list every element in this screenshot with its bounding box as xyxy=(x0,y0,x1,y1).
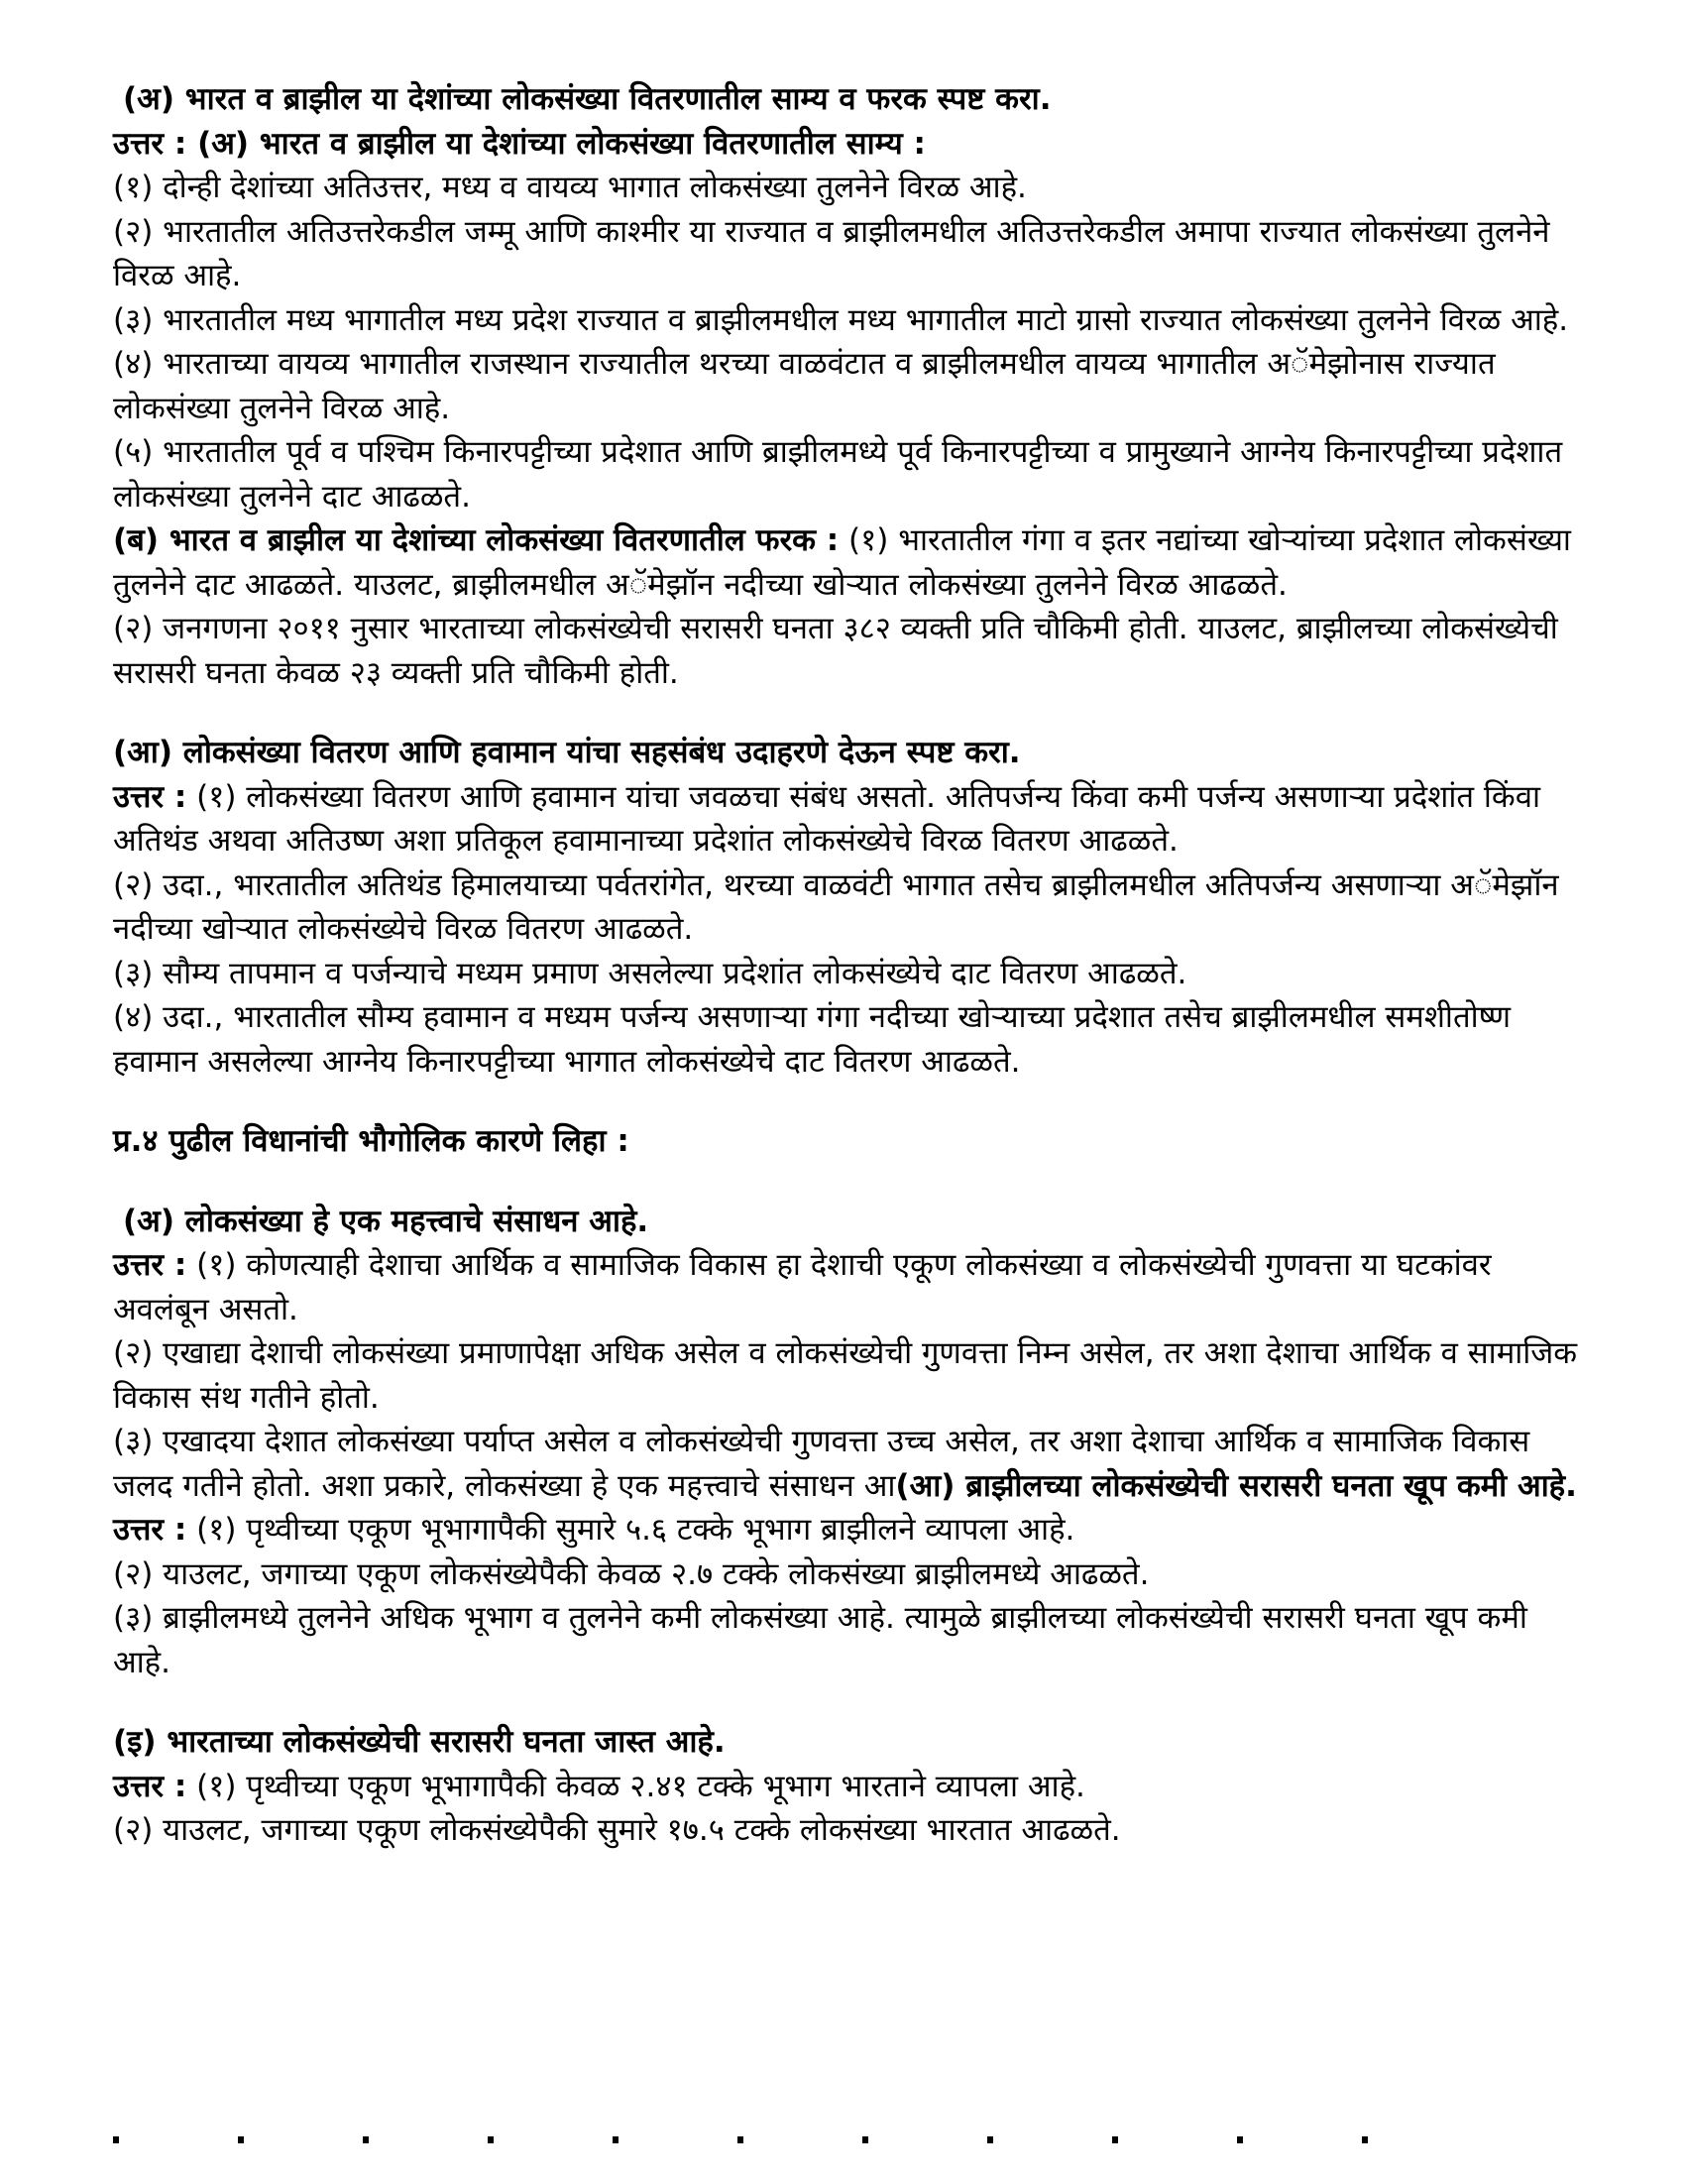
answer-label: उत्तर : xyxy=(113,1768,187,1804)
answer-point: (४) भारताच्या वायव्य भागातील राजस्थान राज्यातील थरच्या वाळवंटात व ब्राझीलमधील वायव्य भागातील अॅमेझोनास राज्यात लोकसंख्या तुलनेने विरळ आहे. xyxy=(113,346,1496,426)
answer-point: (३) भारतातील मध्य भागातील मध्य प्रदेश राज्यात व ब्राझीलमधील मध्य भागातील माटो ग्रासो राज्यात लोकसंख्या तुलनेने विरळ आहे. xyxy=(113,301,1569,338)
question-heading: (अ) भारत व ब्राझील या देशांच्या लोकसंख्या वितरणातील साम्य व फरक स्पष्ट करा. xyxy=(123,81,1052,117)
question-heading: (इ) भारताच्या लोकसंख्येची सरासरी घनता जास्त आहे. xyxy=(113,1724,726,1760)
answer-paragraph xyxy=(113,1508,1590,1552)
answer-paragraph xyxy=(113,775,1590,863)
section-population-resource xyxy=(113,1200,1590,1509)
question-heading: (आ) लोकसंख्या वितरण आणि हवामान यांचा सहसंबंध उदाहरणे देऊन स्पष्ट करा. xyxy=(113,735,1021,770)
answer-point: (२) जनगणना २०११ नुसार भारताच्या लोकसंख्येची सरासरी घनता ३८२ व्यक्ती प्रति चौकिमी होती. याउलट, ब्राझीलच्या लोकसंख्येची सरासरी घनता केवळ २३ व्यक्ती प्रति चौकिमी होती. xyxy=(113,611,1558,691)
answer-label: उत्तर : xyxy=(113,778,187,815)
answer-point: (१) दोन्ही देशांच्या अतिउत्तर, मध्य व वायव्य भागात लोकसंख्या तुलनेने विरळ आहे. xyxy=(113,170,1027,205)
answer-point: (२) एखाद्या देशाची लोकसंख्या प्रमाणापेक्षा अधिक असेल व लोकसंख्येची गुणवत्ता निम्न असेल, तर अशा देशाचा आर्थिक व सामाजिक विकास संथ गतीने होतो. xyxy=(113,1335,1578,1416)
answer-point: (२) याउलट, जगाच्या एकूण लोकसंख्येपैकी सुमारे १७.५ टक्के लोकसंख्या भारतात आढळते. xyxy=(113,1812,1121,1848)
answer-point: (१) पृथ्वीच्या एकूण भूभागापैकी सुमारे ५.६ टक्के भूभाग ब्राझीलने व्यापला आहे. xyxy=(186,1512,1075,1548)
difference-heading: (ब) भारत व ब्राझील या देशांच्या लोकसंख्या वितरणातील फरक : xyxy=(113,522,840,558)
difference-paragraph xyxy=(113,518,1590,607)
question-4-heading: प्र.४ पुढील विधानांची भौगोलिक कारणे लिहा : xyxy=(113,1123,629,1159)
answer-point: (१) कोणत्याही देशाचा आर्थिक व सामाजिक विकास हा देशाची एकूण लोकसंख्या व लोकसंख्येची गुणवत्ता या घटकांवर अवलंबून असतो. xyxy=(113,1247,1492,1327)
section-population-climate xyxy=(113,731,1590,1084)
question-heading-inline: (आ) ब्राझीलच्या लोकसंख्येची सरासरी घनता खूप कमी आहे. xyxy=(895,1467,1577,1504)
answer-point: (२) याउलट, जगाच्या एकूण लोकसंख्येपैकी केवळ २.७ टक्के लोकसंख्या ब्राझीलमध्ये आढळते. xyxy=(113,1555,1150,1592)
difference-point: (१) भारतातील गंगा व इतर नद्यांच्या खोऱ्यांच्या प्रदेशात लोकसंख्या तुलनेने दाट आढळते. याउलट, ब्राझीलमधील अॅमेझॉन नदीच्या खोऱ्यात लोकसंख्या तुलनेने विरळ आढळते. xyxy=(113,522,1571,603)
answer-heading xyxy=(113,122,1590,167)
answer-point: (५) भारतातील पूर्व व पश्चिम किनारपट्टीच्या प्रदेशात आणि ब्राझीलमध्ये पूर्व किनारपट्टीच्या व प्रामुख्याने आग्नेय किनारपट्टीच्या प्रदेशात लोकसंख्या तुलनेने दाट आढळते. xyxy=(113,434,1563,515)
answer-paragraph xyxy=(113,1765,1590,1809)
cut-off-text-line xyxy=(113,2131,1501,2143)
answer-point xyxy=(113,1420,1590,1508)
answer-point: (३) सौम्य तापमान व पर्जन्याचे मध्यम प्रमाण असलेल्या प्रदेशांत लोकसंख्येचे दाट वितरण आढळते. xyxy=(113,955,1187,991)
answer-subheading: (अ) भारत व ब्राझील या देशांच्या लोकसंख्या वितरणातील साम्य : xyxy=(197,125,926,162)
section-brazil-density xyxy=(113,1508,1590,1684)
section-india-density xyxy=(113,1720,1590,1853)
answer-point: (३) ब्राझीलमध्ये तुलनेने अधिक भूभाग व तुलनेने कमी लोकसंख्या आहे. त्यामुळे ब्राझीलच्या लोकसंख्येची सरासरी घनता खूप कमी आहे. xyxy=(113,1600,1527,1680)
answer-paragraph xyxy=(113,1243,1590,1331)
question-heading: (अ) लोकसंख्या हे एक महत्त्वाचे संसाधन आहे. xyxy=(123,1203,649,1239)
answer-label: उत्तर : xyxy=(113,1512,187,1548)
answer-point: (१) पृथ्वीच्या एकूण भूभागापैकी केवळ २.४१ टक्के भूभाग भारताने व्यापला आहे. xyxy=(186,1768,1085,1804)
answer-point: (४) उदा., भारतातील सौम्य हवामान व मध्यम पर्जन्य असणाऱ्या गंगा नदीच्या खोऱ्याच्या प्रदेशात तसेच ब्राझीलमधील समशीतोष्ण हवामान असलेल्या आग्नेय किनारपट्टीच्या भागात लोकसंख्येचे दाट वितरण आढळते. xyxy=(113,999,1512,1080)
document-body xyxy=(113,77,1590,1853)
answer-label: उत्तर : xyxy=(113,125,187,162)
section-india-brazil-distribution xyxy=(113,77,1590,695)
answer-label: उत्तर : xyxy=(113,1247,187,1283)
answer-point: (१) लोकसंख्या वितरण आणि हवामान यांचा जवळचा संबंध असतो. अतिपर्जन्य किंवा कमी पर्जन्य असणाऱ्या प्रदेशांत किंवा अतिथंड अथवा अतिउष्ण अशा प्रतिकूल हवामानाच्या प्रदेशांत लोकसंख्येचे विरळ वितरण आढळते. xyxy=(113,778,1540,859)
answer-point: (२) उदा., भारतातील अतिथंड हिमालयाच्या पर्वतरांगेत, थरच्या वाळवंटी भागात तसेच ब्राझीलमधील अतिपर्जन्य असणाऱ्या अॅमेझॉन नदीच्या खोऱ्यात लोकसंख्येचे विरळ वितरण आढळते. xyxy=(113,866,1559,947)
answer-point: (२) भारतातील अतिउत्तरेकडील जम्मू आणि काश्मीर या राज्यात व ब्राझीलमधील अतिउत्तरेकडील अमापा राज्यात लोकसंख्या तुलनेने विरळ आहे. xyxy=(113,213,1550,293)
answer-point-text: (३) एखादया देशात लोकसंख्या पर्याप्त असेल व लोकसंख्येची गुणवत्ता उच्च असेल, तर अशा देशाचा आर्थिक व सामाजिक विकास जलद गतीने होतो. अशा प्रकारे, लोकसंख्या हे एक महत्त्वाचे संसाधन आ xyxy=(113,1424,1530,1504)
